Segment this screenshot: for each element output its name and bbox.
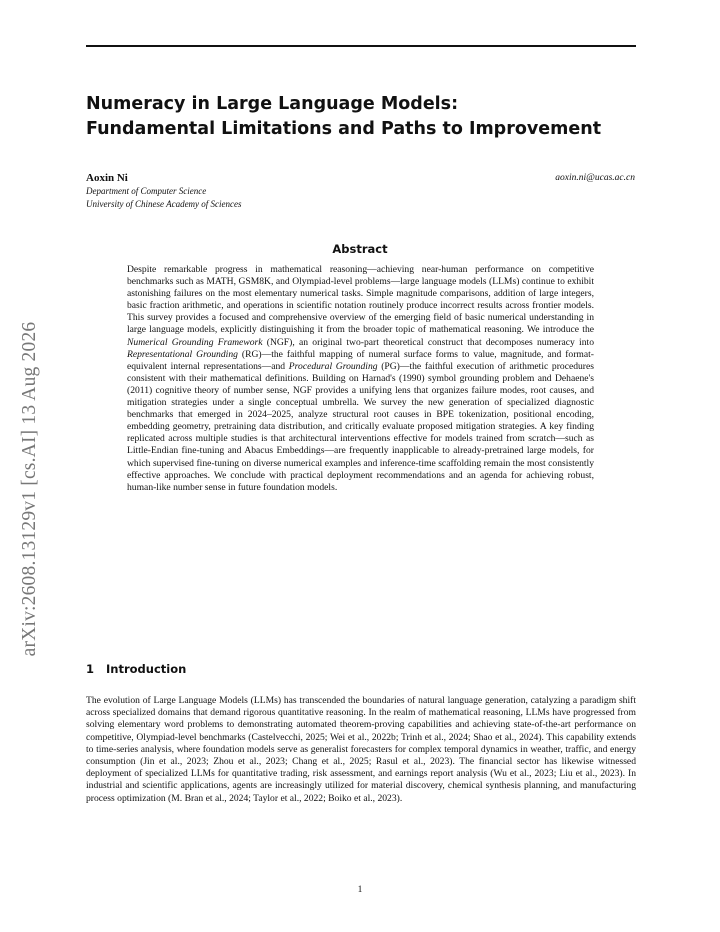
section-heading-introduction: [86, 662, 186, 676]
abstract-text: (PG)—the faithful execution of arithmetic procedures consistent with their mathematical definitions. Building on Harnad's (1990) symbol grounding problem and Dehaene's (2011) cognitive theory of number sense, NGF provides a unifying lens that organizes failure modes, root causes, and mitigation strategies under a single conceptual umbrella. We survey the new generation of specialized diagnostic benchmarks that emerged in 2024–2025, analyze structural root causes in BPE tokenization, positional encoding, embedding geometry, pretraining data distribution, and critically evaluate proposed mitigation strategies. A key finding replicated across multiple studies is that architectural interventions effective for models trained from scratch—such as Little-Endian fine-tuning and Abacus Embeddings—are frequently inapplicable to already-pretrained large models, for which supervised fine-tuning on diverse numerical examples and inference-time scaffolding remain the most consistently effective approaches. We conclude with practical deployment recommendations and an agenda for achieving robust, human-like number sense in future foundation models.: [127, 360, 594, 493]
abstract-text: (NGF), an original two-part theoretical construct that decomposes numeracy into: [262, 336, 594, 348]
arxiv-identifier: arXiv:2608.13129v1 [cs.AI] 13 Aug 2026: [19, 321, 40, 657]
introduction-paragraph: The evolution of Large Language Models (LLMs) has transcended the boundaries of natural language generation, catalyzing a paradigm shift across specialized domains that demand rigorous quantitative reasoning. In the realm of mathematical reasoning, LLMs have progressed from solving elementary word problems to demonstrating automated theorem-proving capabilities and achieving state-of-the-art performance on competitive, Olympiad-level benchmarks (Castelvecchi, 2025; Wei et al., 2022b; Trinh et al., 2024; Shao et al., 2024). This capability extends to time-series analysis, where foundation models serve as generalist forecasters for complex temporal dynamics in weather, traffic, and energy consumption (Jin et al., 2023; Zhou et al., 2023; Chang et al., 2025; Rasul et al., 2023). The financial sector has likewise witnessed deployment of specialized LLMs for quantitative trading, risk assessment, and earnings report analysis (Wu et al., 2023; Liu et al., 2023). In industrial and scientific applications, agents are increasingly utilized for material discovery, chemical synthesis planning, and manufacturing process optimization (M. Bran et al., 2024; Taylor et al., 2022; Boiko et al., 2023).: [86, 695, 636, 804]
abstract-heading: Abstract: [332, 242, 388, 256]
title-line-1: Numeracy in Large Language Models:: [86, 94, 459, 114]
affiliation-department: Department of Computer Science: [86, 186, 207, 196]
author-affiliation: [86, 185, 242, 210]
abstract-text: Despite remarkable progress in mathematical reasoning—achieving near-human performance on competitive benchmarks such as MATH, GSM8K, and Olympiad-level problems—large language models (LLMs) continue to exhibit astonishing failures on the most elementary numerical tasks. Simple magnitude comparisons, addition of large integers, basic fraction arithmetic, and operations in scientific notation routinely produce incorrect results across frontier models. This survey provides a focused and comprehensive overview of the emerging field of basic numerical understanding in large language models, explicitly distinguishing it from the broader topic of mathematical reasoning. We introduce the: [127, 264, 594, 336]
abstract-emphasis: Procedural Grounding: [288, 360, 378, 372]
abstract-body: [127, 264, 594, 494]
author-email: aoxin.ni@ucas.ac.cn: [555, 173, 635, 183]
section-title: Introduction: [106, 662, 187, 676]
abstract-emphasis: Representational Grounding: [127, 348, 238, 360]
section-number: 1: [86, 662, 95, 676]
paper-title: [86, 92, 646, 142]
author-name: Aoxin Ni: [86, 172, 128, 184]
arxiv-identifier-sidebar: [19, 321, 40, 657]
abstract-emphasis: Numerical Grounding Framework: [127, 336, 263, 348]
affiliation-university: University of Chinese Academy of Sciences: [86, 198, 242, 209]
top-rule: [86, 45, 636, 47]
page-number: 1: [357, 885, 363, 895]
abstract-text: (RG)—the faithful mapping of numeral surface forms to value, magnitude, and format-equivalent internal representations—and: [127, 348, 595, 372]
title-line-2: Fundamental Limitations and Paths to Improvement: [86, 119, 602, 139]
